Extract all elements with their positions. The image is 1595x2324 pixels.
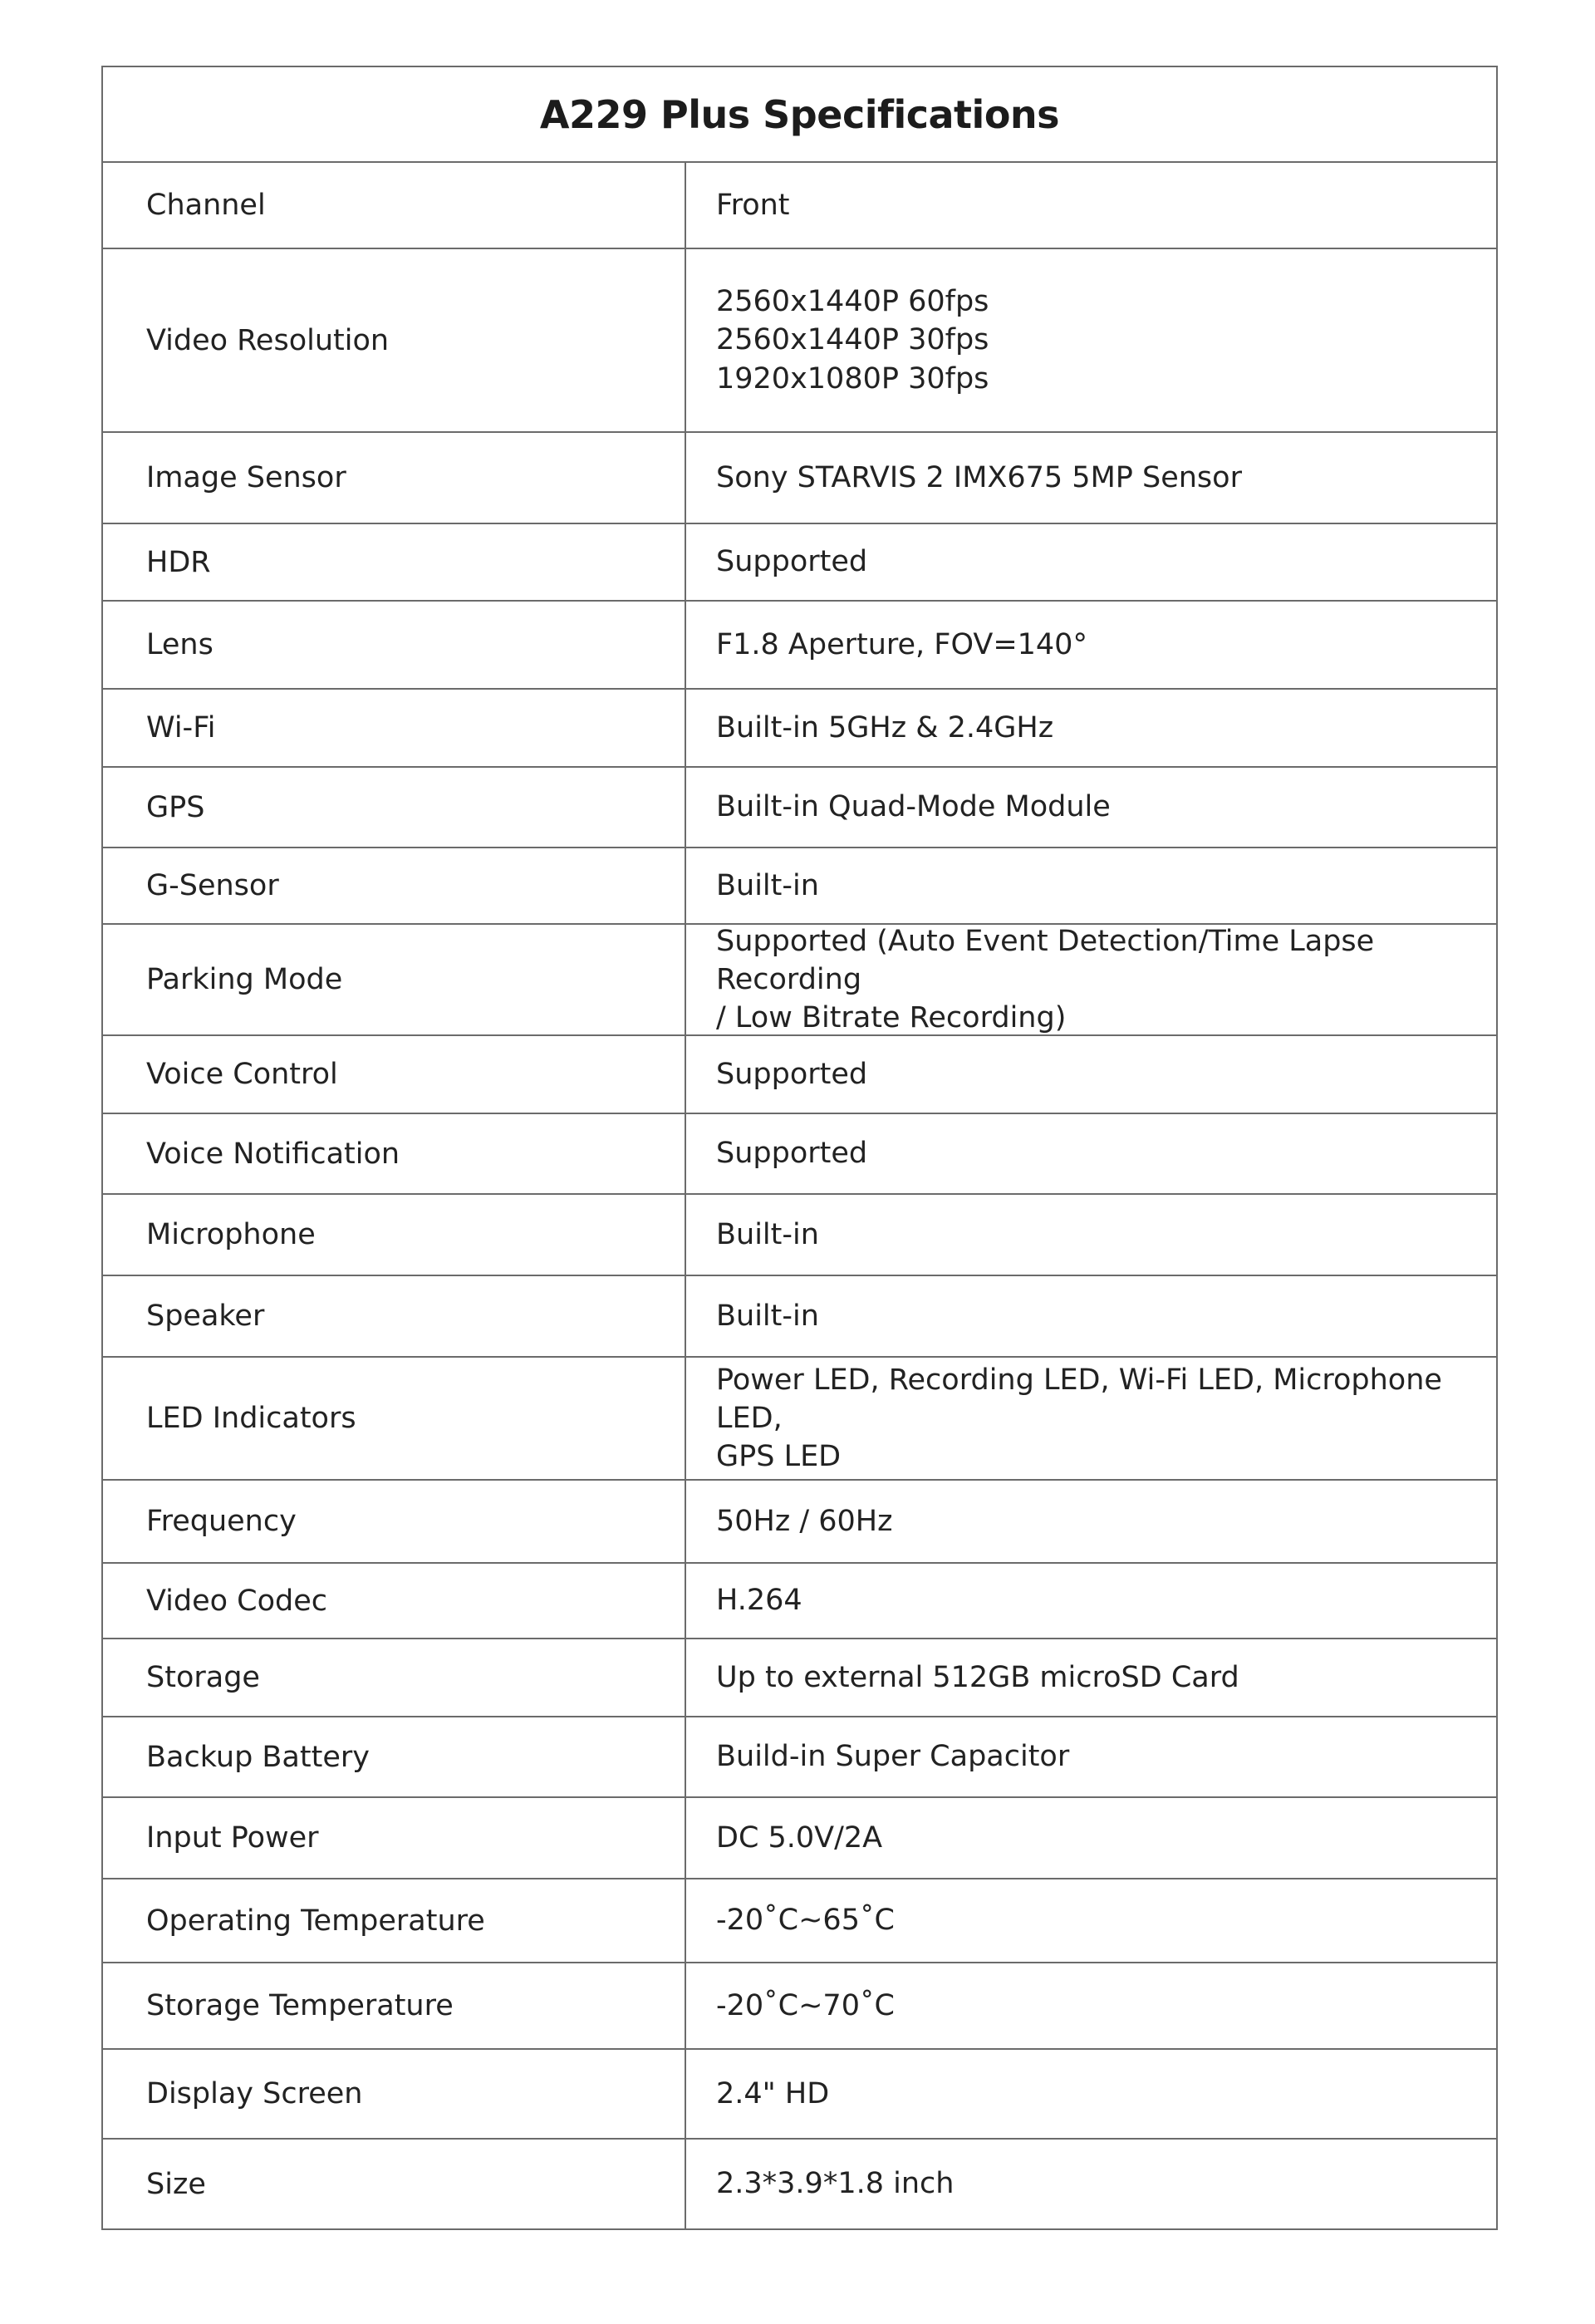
spec-value-line: Supported — [716, 1057, 868, 1091]
spec-value-lines — [716, 1502, 893, 1540]
spec-value — [686, 1114, 1496, 1193]
spec-label: HDR — [103, 524, 686, 600]
spec-value — [686, 1195, 1496, 1275]
spec-value — [686, 690, 1496, 766]
spec-value-lines — [716, 1134, 867, 1172]
spec-value — [686, 1036, 1496, 1113]
spec-value — [686, 768, 1496, 847]
spec-row — [103, 1036, 1496, 1114]
spec-value-line: GPS LED — [716, 1440, 842, 1474]
spec-value-line: Build-in Super Capacitor — [716, 1740, 1070, 1774]
spec-value-line: / Low Bitrate Recording) — [716, 1001, 1067, 1035]
spec-value-lines — [716, 922, 1489, 1038]
spec-row — [103, 524, 1496, 602]
spec-value — [686, 848, 1496, 923]
spec-value-lines — [716, 2164, 954, 2203]
spec-label: Storage Temperature — [103, 1963, 686, 2048]
spec-row — [103, 1481, 1496, 1564]
spec-label: Channel — [103, 163, 686, 248]
spec-value — [686, 524, 1496, 600]
spec-value-line: Built-in — [716, 1217, 819, 1251]
spec-value-line: Built-in Quad-Mode Module — [716, 790, 1111, 824]
spec-value-line: Built-in — [716, 1299, 819, 1333]
spec-label: Operating Temperature — [103, 1879, 686, 1962]
spec-label: Video Resolution — [103, 249, 686, 431]
spec-value — [686, 433, 1496, 523]
spec-label: Voice Notification — [103, 1114, 686, 1193]
spec-value-line: Power LED, Recording LED, Wi-Fi LED, Microphone LED, — [716, 1363, 1442, 1435]
spec-row — [103, 163, 1496, 249]
spec-value — [686, 1276, 1496, 1356]
spec-label: Microphone — [103, 1195, 686, 1275]
spec-value-line: Up to external 512GB microSD Card — [716, 1660, 1239, 1694]
spec-value-lines — [716, 283, 989, 398]
spec-label: Parking Mode — [103, 925, 686, 1034]
spec-label: Display Screen — [103, 2050, 686, 2138]
spec-value — [686, 1717, 1496, 1796]
spec-rows — [103, 163, 1496, 2228]
spec-label: LED Indicators — [103, 1358, 686, 1479]
spec-table — [101, 66, 1498, 2230]
spec-value-lines — [716, 186, 790, 224]
spec-row — [103, 1963, 1496, 2050]
spec-value — [686, 249, 1496, 431]
spec-value-line: 2.3*3.9*1.8 inch — [716, 2167, 955, 2201]
spec-value-line: 50Hz / 60Hz — [716, 1504, 893, 1538]
spec-label: Size — [103, 2140, 686, 2228]
spec-label: Image Sensor — [103, 433, 686, 523]
spec-value-lines — [716, 709, 1053, 747]
spec-label: Video Codec — [103, 1564, 686, 1638]
spec-value-lines — [716, 1581, 802, 1619]
spec-value-lines — [716, 1737, 1069, 1776]
spec-row — [103, 1639, 1496, 1717]
page-title: A229 Plus Specifications — [539, 91, 1060, 137]
spec-row — [103, 602, 1496, 690]
spec-value — [686, 1564, 1496, 1638]
spec-value-line: Supported (Auto Event Detection/Time Lapse Recording — [716, 924, 1375, 996]
spec-row — [103, 1879, 1496, 1963]
spec-row — [103, 925, 1496, 1036]
spec-value-line: DC 5.0V/2A — [716, 1820, 883, 1855]
spec-value-line: H.264 — [716, 1584, 802, 1618]
spec-row — [103, 1276, 1496, 1358]
spec-row — [103, 2140, 1496, 2228]
spec-row — [103, 1717, 1496, 1798]
title-row — [103, 67, 1496, 163]
spec-row — [103, 768, 1496, 848]
spec-row — [103, 1195, 1496, 1276]
spec-value-lines — [716, 788, 1111, 826]
spec-label: Input Power — [103, 1798, 686, 1878]
spec-value-lines — [716, 1901, 895, 1939]
spec-value-lines — [716, 2075, 829, 2113]
spec-row — [103, 1358, 1496, 1481]
spec-row — [103, 1798, 1496, 1879]
spec-row — [103, 433, 1496, 524]
spec-value-lines — [716, 459, 1242, 497]
spec-value — [686, 1879, 1496, 1962]
spec-label: Storage — [103, 1639, 686, 1716]
spec-value-lines — [716, 543, 867, 581]
spec-label: Lens — [103, 602, 686, 688]
spec-value-line: Front — [716, 188, 790, 222]
spec-label: G-Sensor — [103, 848, 686, 923]
spec-value-line: Built-in — [716, 868, 819, 902]
spec-value-lines — [716, 1055, 867, 1093]
spec-label: Wi-Fi — [103, 690, 686, 766]
spec-value-lines — [716, 626, 1087, 664]
spec-value-line: F1.8 Aperture, FOV=140° — [716, 627, 1087, 661]
spec-value — [686, 1798, 1496, 1878]
spec-value — [686, 163, 1496, 248]
spec-value-line: Sony STARVIS 2 IMX675 5MP Sensor — [716, 460, 1242, 494]
spec-value-line: Supported — [716, 1137, 868, 1171]
spec-value-lines — [716, 1658, 1239, 1697]
spec-value — [686, 925, 1496, 1034]
spec-row — [103, 2050, 1496, 2140]
spec-label: GPS — [103, 768, 686, 847]
spec-value-lines — [716, 1819, 882, 1857]
spec-row — [103, 690, 1496, 768]
spec-value-line: Supported — [716, 545, 868, 579]
spec-value-line: 1920x1080P 30fps — [716, 361, 989, 396]
spec-value — [686, 602, 1496, 688]
spec-value — [686, 1639, 1496, 1716]
spec-row — [103, 1564, 1496, 1639]
spec-value — [686, 1358, 1496, 1479]
spec-value — [686, 1481, 1496, 1562]
spec-value-line: 2560x1440P 30fps — [716, 323, 989, 357]
spec-row — [103, 848, 1496, 925]
spec-label: Frequency — [103, 1481, 686, 1562]
spec-value-line: 2.4" HD — [716, 2076, 830, 2110]
spec-value-line: -20˚C~70˚C — [716, 1988, 895, 2022]
spec-row — [103, 1114, 1496, 1195]
spec-value-line: 2560x1440P 60fps — [716, 285, 989, 319]
spec-value-lines — [716, 1216, 819, 1254]
spec-value-lines — [716, 1297, 819, 1335]
spec-value-line: Built-in 5GHz & 2.4GHz — [716, 710, 1054, 744]
spec-value-line: -20˚C~65˚C — [716, 1904, 895, 1938]
spec-row — [103, 249, 1496, 433]
spec-value-lines — [716, 1987, 895, 2025]
spec-value — [686, 2140, 1496, 2228]
spec-value-lines — [716, 867, 819, 905]
spec-label: Backup Battery — [103, 1717, 686, 1796]
spec-value-lines — [716, 1361, 1489, 1476]
spec-label: Voice Control — [103, 1036, 686, 1113]
spec-value — [686, 1963, 1496, 2048]
spec-label: Speaker — [103, 1276, 686, 1356]
spec-value — [686, 2050, 1496, 2138]
